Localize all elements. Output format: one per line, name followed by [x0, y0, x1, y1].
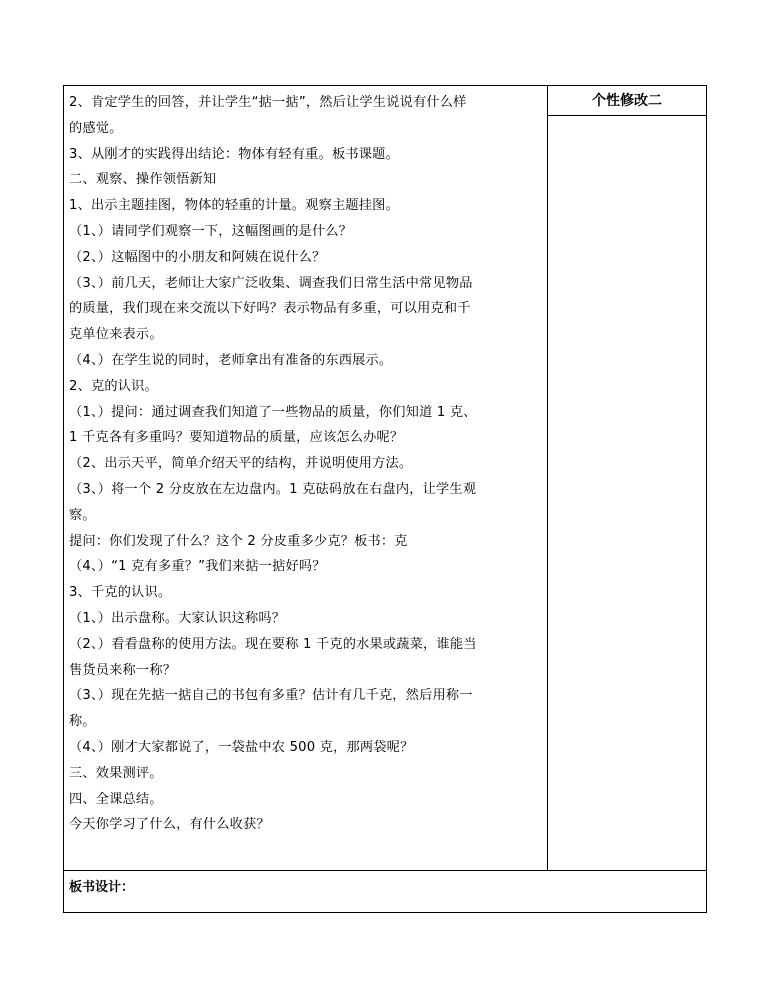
content-line: 称。: [69, 714, 96, 730]
content-line: 售货员来称一称？: [69, 662, 177, 678]
content-line: 提问：你们发现了什么？这个 2 分皮重多少克？板书：克: [69, 533, 408, 549]
content-line: 察。: [69, 507, 96, 523]
content-line: （3、）前几天，老师让大家广泛收集、调查我们日常生活中常见物品: [69, 275, 473, 291]
lesson-plan-table: [63, 85, 707, 913]
content-line: （4、）在学生说的同时，老师拿出有准备的东西展示。: [69, 352, 393, 368]
content-line: （4、）“1 克有多重？”我们来掂一掂好吗？: [69, 559, 326, 575]
content-line: （1、）请同学们观察一下，这幅图画的是什么？: [69, 223, 353, 239]
content-line: 二、观察、操作领悟新知: [69, 172, 217, 188]
content-line: （3、）现在先掂一掂自己的书包有多重？估计有几千克，然后用称一: [69, 688, 473, 704]
content-line: （1、）提问：通过调查我们知道了一些物品的质量，你们知道 1 克、: [69, 404, 477, 420]
content-line: 2、克的认识。: [69, 378, 158, 394]
content-line: （1、）出示盘称。大家认识这称吗？: [69, 610, 286, 626]
content-line: （4、）刚才大家都说了，一袋盐中农 500 克，那两袋呢？: [69, 739, 414, 755]
content-line: （2、）这幅图中的小朋友和阿姨在说什么？: [69, 249, 326, 265]
content-line: 克单位来表示。: [69, 327, 163, 343]
content-line: 1、出示主题挂图，物体的轻重的计量。观察主题挂图。: [69, 198, 399, 214]
content-line: 今天你学习了什么，有什么收获？: [69, 817, 270, 833]
content-line: （2、）看看盘称的使用方法。现在要称 1 千克的水果或蔬菜，谁能当: [69, 636, 477, 652]
personal-revision-header: 个性修改二: [548, 86, 706, 116]
content-line: 2、肯定学生的回答，并让学生“掂一掂”，然后让学生说说有什么样: [69, 95, 467, 110]
content-line: 的感觉。: [69, 120, 123, 136]
content-line: 三、效果测评。: [69, 765, 163, 781]
board-design-label: 板书设计：: [69, 880, 135, 895]
content-line: 四、全课总结。: [69, 791, 163, 807]
content-line: 1 千克各有多重吗？要知道物品的质量，应该怎么办呢？: [69, 430, 404, 446]
personal-revision-cell: [548, 86, 706, 870]
lesson-content-cell: [64, 86, 548, 870]
content-line: 3、千克的认识。: [69, 585, 172, 601]
content-line: 3、从刚才的实践得出结论：物体有轻有重。板书课题。: [69, 146, 399, 162]
content-line: （3、）将一个 2 分皮放在左边盘内。1 克砝码放在右盘内，让学生观: [69, 481, 477, 497]
content-line: 的质量，我们现在来交流以下好吗？表示物品有多重，可以用克和千: [69, 301, 471, 317]
board-design-row: [64, 870, 706, 912]
content-line: （2、出示天平，简单介绍天平的结构，并说明使用方法。: [69, 456, 413, 472]
